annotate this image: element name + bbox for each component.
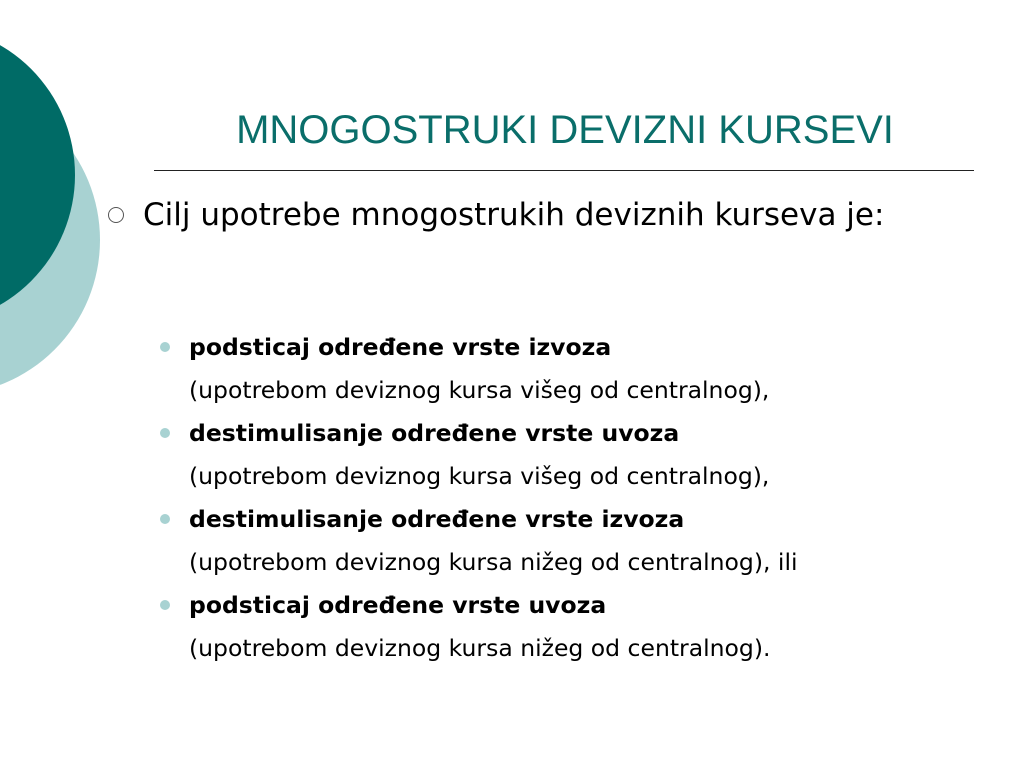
dot-bullet-icon — [160, 342, 170, 352]
sub-point-note: (upotrebom deviznog kursa nižeg od centralnog). — [189, 634, 771, 662]
dot-bullet-icon — [160, 514, 170, 524]
main-point-text: Cilj upotrebe mnogostrukih deviznih kurseva je: — [143, 197, 885, 233]
list-item — [160, 326, 798, 412]
sub-point-list — [160, 326, 798, 670]
sub-point-note: (upotrebom deviznog kursa nižeg od centralnog), ili — [189, 548, 798, 576]
hollow-circle-bullet-icon — [108, 207, 124, 223]
slide-title: MNOGOSTRUKI DEVIZNI KURSEVI — [236, 108, 894, 152]
list-item — [160, 584, 798, 670]
dot-bullet-icon — [160, 428, 170, 438]
title-divider — [154, 170, 974, 171]
sub-point-note: (upotrebom deviznog kursa višeg od centralnog), — [189, 462, 770, 490]
sub-point-heading: destimulisanje određene vrste uvoza — [189, 419, 680, 447]
sub-point-heading: podsticaj određene vrste izvoza — [189, 333, 612, 361]
sub-point-note: (upotrebom deviznog kursa višeg od centralnog), — [189, 376, 770, 404]
list-item — [160, 498, 798, 584]
dot-bullet-icon — [160, 600, 170, 610]
sub-point-heading: destimulisanje određene vrste izvoza — [189, 505, 685, 533]
list-item — [160, 412, 798, 498]
sub-point-heading: podsticaj određene vrste uvoza — [189, 591, 607, 619]
